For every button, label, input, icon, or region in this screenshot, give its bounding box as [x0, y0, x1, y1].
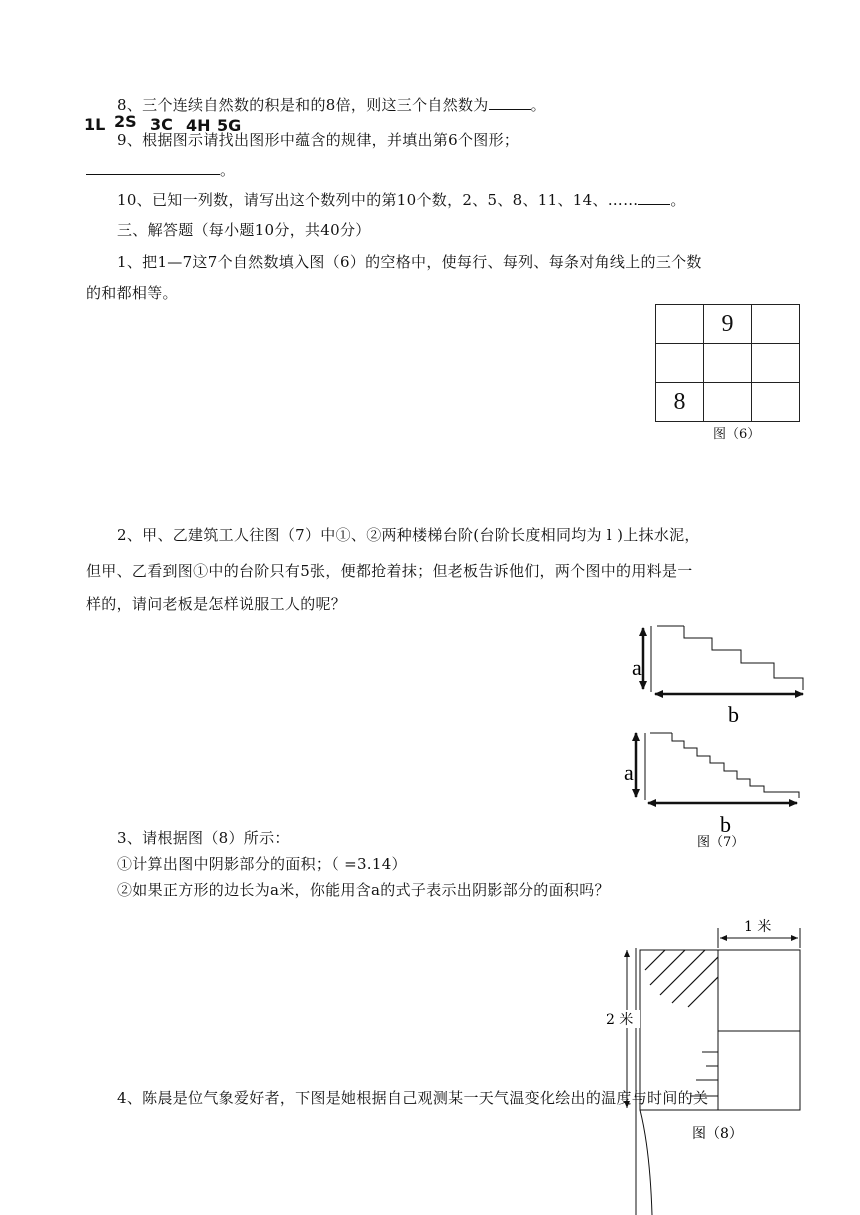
problem-4-line1: 4、陈晨是位气象爱好者，下图是她根据自己观测某一天气温变化绘出的温度与时间的关 [117, 1089, 709, 1107]
question-8-text: 8、三个连续自然数的积是和的8倍，则这三个自然数为 [117, 96, 489, 114]
figure-5: 5G [217, 116, 242, 135]
figure-2: 2S [114, 112, 137, 131]
grid-cell[interactable]: 9 [704, 305, 752, 344]
label-a: a [624, 760, 634, 785]
problem-1-line1: 1、把1—7这7个自然数填入图（6）的空格中，使每行、每列、每条对角线上的三个数 [117, 253, 702, 271]
hatch-pattern [645, 950, 718, 1007]
question-10-text: 10、已知一列数，请写出这个数列中的第10个数，2、5、8、11、14、…… [117, 191, 639, 209]
problem-2-line1: 2、甲、乙建筑工人往图（7）中①、②两种楼梯台阶(台阶长度相同均为 l )上抹水泥， [117, 526, 700, 544]
problem-2-line3: 样的，请问老板是怎样说服工人的呢？ [86, 595, 347, 613]
figure-4: 4H [186, 116, 211, 135]
punct: 。 [220, 161, 236, 179]
figure-7-caption: 图（7） [697, 835, 745, 850]
problem-2-line2: 但甲、乙看到图①中的台阶只有5张，便都抢着抹；但老板告诉他们，两个图中的用料是一 [86, 562, 693, 580]
question-9-text: 9、根据图示请找出图形中蕴含的规律，并填出第6个图形； [117, 131, 520, 149]
grid-cell[interactable]: 8 [656, 383, 704, 422]
stair-diagram-2 [636, 733, 799, 803]
problem-3-line2: ①计算出图中阴影部分的面积；（ =3.14） [117, 855, 407, 873]
label-b: b [720, 812, 731, 837]
shaded-area-diagram [627, 928, 800, 1215]
figure-3: 3C [150, 115, 173, 134]
label-2m: 2 米 [606, 1012, 634, 1028]
figure-6-caption: 图（6） [713, 427, 761, 442]
punct: 。 [670, 191, 686, 209]
problem-1-line2: 的和都相等。 [86, 284, 178, 302]
stair-diagram-1 [643, 626, 803, 694]
section-heading: 三、解答题（每小题10分，共40分） [117, 221, 371, 239]
label-b: b [728, 702, 739, 727]
label-1m: 1 米 [744, 919, 772, 935]
label-a: a [632, 655, 642, 680]
figure-8-caption: 图（8） [692, 1126, 743, 1142]
punct: 。 [530, 96, 546, 114]
problem-3-line3: ②如果正方形的边长为a米，你能用含a的式子表示出阴影部分的面积吗？ [117, 881, 610, 899]
problem-3-line1: 3、请根据图（8）所示： [117, 829, 290, 847]
figure-1: 1L [84, 115, 106, 134]
